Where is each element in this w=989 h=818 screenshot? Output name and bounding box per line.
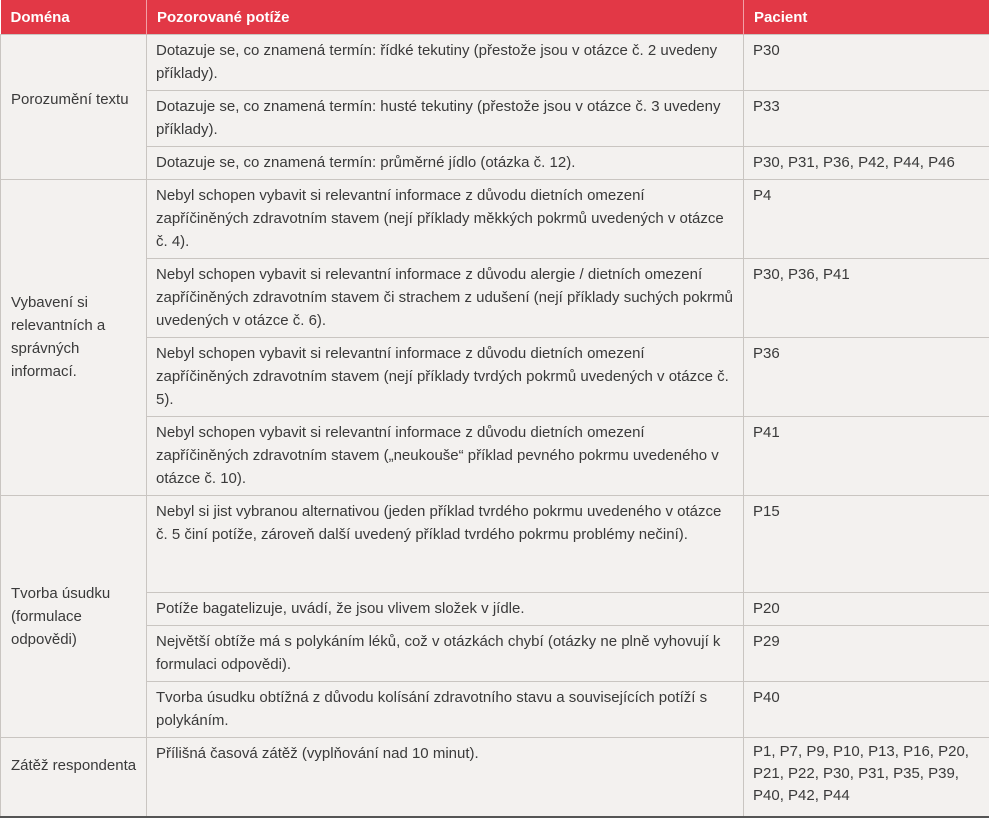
patient-cell: P30	[744, 35, 989, 91]
domain-cell: Vybavení si relevantních a správných informací.	[1, 180, 147, 496]
patient-cell: P41	[744, 417, 989, 496]
issue-cell: Tvorba úsudku obtížná z důvodu kolísání zdravotního stavu a souvisejících potíží s polykáním.	[147, 682, 744, 738]
domain-cell: Tvorba úsudku (formulace odpovědi)	[1, 496, 147, 738]
issue-cell: Potíže bagatelizuje, uvádí, že jsou vlivem složek v jídle.	[147, 593, 744, 626]
issue-cell: Dotazuje se, co znamená termín: průměrné jídlo (otázka č. 12).	[147, 147, 744, 180]
issue-cell: Nebyl schopen vybavit si relevantní informace z důvodu dietních omezení zapříčiněných zdravotním stavem (nejí příklady měkkých pokrmů uvedených v otázce č. 4).	[147, 180, 744, 259]
table-row	[1, 338, 989, 417]
table-row	[1, 738, 989, 817]
patient-cell: P36	[744, 338, 989, 417]
patient-cell: P15	[744, 496, 989, 593]
issue-cell: Nebyl schopen vybavit si relevantní informace z důvodu dietních omezení zapříčiněných zdravotním stavem („neukouše“ příklad pevného pokrmu uvedeného v otázce č. 10).	[147, 417, 744, 496]
table-row	[1, 91, 989, 147]
issue-cell: Přílišná časová zátěž (vyplňování nad 10 minut).	[147, 738, 744, 817]
header-issue: Pozorované potíže	[147, 0, 744, 35]
table-row	[1, 180, 989, 259]
table-row	[1, 147, 989, 180]
patient-cell: P30, P36, P41	[744, 259, 989, 338]
table-row	[1, 259, 989, 338]
header-domain: Doména	[1, 0, 147, 35]
table-row	[1, 626, 989, 682]
patient-cell: P30, P31, P36, P42, P44, P46	[744, 147, 989, 180]
domain-cell: Zátěž respondenta	[1, 738, 147, 817]
issue-cell: Největší obtíže má s polykáním léků, což v otázkách chybí (otázky ne plně vyhovují k formulaci odpovědi).	[147, 626, 744, 682]
header-row	[1, 0, 989, 35]
issue-cell: Dotazuje se, co znamená termín: husté tekutiny (přestože jsou v otázce č. 3 uvedeny příklady).	[147, 91, 744, 147]
table-row	[1, 682, 989, 738]
patient-cell: P20	[744, 593, 989, 626]
patient-cell: P4	[744, 180, 989, 259]
patient-cell: P33	[744, 91, 989, 147]
table-row	[1, 496, 989, 593]
domain-cell: Porozumění textu	[1, 35, 147, 180]
table-row	[1, 593, 989, 626]
table-row	[1, 35, 989, 91]
table-row	[1, 417, 989, 496]
patient-cell: P1, P7, P9, P10, P13, P16, P20, P21, P22, P30, P31, P35, P39, P40, P42, P44	[744, 738, 989, 817]
issue-cell: Nebyl schopen vybavit si relevantní informace z důvodu dietních omezení zapříčiněných zdravotním stavem (nejí příklady tvrdých pokrmů uvedených v otázce č. 5).	[147, 338, 744, 417]
patient-cell: P29	[744, 626, 989, 682]
issue-cell: Dotazuje se, co znamená termín: řídké tekutiny (přestože jsou v otázce č. 2 uvedeny příklady).	[147, 35, 744, 91]
issue-cell: Nebyl si jist vybranou alternativou (jeden příklad tvrdého pokrmu uvedeného v otázce č. 5 činí potíže, zároveň další uvedený příklad tvrdého pokrmu problémy nečiní).	[147, 496, 744, 593]
header-patient: Pacient	[744, 0, 989, 35]
patient-cell: P40	[744, 682, 989, 738]
issue-cell: Nebyl schopen vybavit si relevantní informace z důvodu alergie / dietních omezení zapříčiněných zdravotním stavem či strachem z udušení (nejí příklady suchých pokrmů uvedených v otázce č. 6).	[147, 259, 744, 338]
